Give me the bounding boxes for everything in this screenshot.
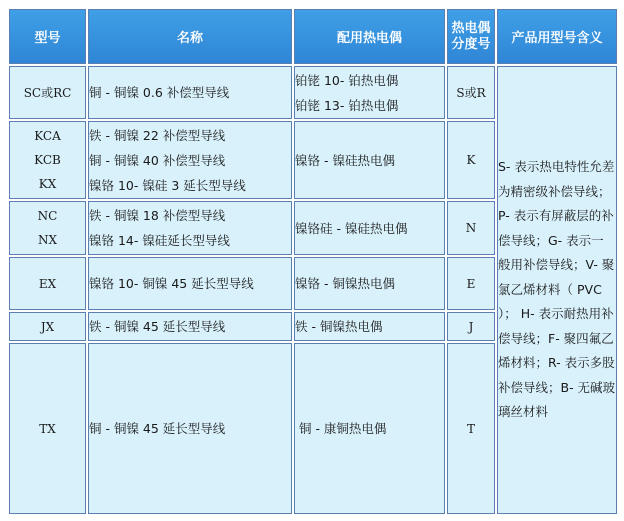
model-code: KCA [34, 129, 61, 143]
thermocouple-name: 铂铑 10- 铂热电偶 [295, 72, 399, 88]
cell-division: K [447, 121, 495, 199]
wire-name: 镍铬 10- 铜镍 45 延长型导线 [89, 276, 254, 291]
spec-table-container [7, 7, 617, 514]
header-division [447, 9, 495, 64]
cell-name [88, 121, 292, 199]
cell-name [88, 66, 292, 119]
model-code: TX [39, 421, 56, 436]
wire-name: 铁 - 铜镍 45 延长型导线 [89, 319, 226, 334]
model-code: NX [37, 233, 58, 247]
thermocouple-name: 镍铬硅 - 镍硅热电偶 [295, 220, 408, 236]
cell-model [9, 201, 86, 255]
cell-thermocouple [294, 257, 445, 310]
cell-model [9, 343, 86, 514]
thermocouple-name: 镍铬 - 镍硅热电偶 [295, 152, 395, 168]
model-code: JX [40, 319, 55, 334]
thermocouple-name: 铁 - 铜镍热电偶 [295, 319, 383, 334]
wire-name: 铜 - 铜镍 45 延长型导线 [89, 421, 226, 436]
model-code: SC或RC [23, 85, 72, 100]
header-meaning: 产品用型号含义 [497, 9, 617, 64]
cell-division: S或R [447, 66, 495, 119]
cell-meaning: S- 表示热电特性允差为精密级补偿导线；P- 表示有屏蔽层的补偿导线；G- 表示一般用补偿导线；V- 聚氯乙烯材料（ PVC ）； H- 表示耐热用补偿导线；F- 聚四氟乙烯材料；R- 表示多股补偿导线；B- 无碱玻璃丝材料 [497, 66, 617, 514]
wire-name: 镍铬 10- 镍硅 3 延长型导线 [89, 177, 246, 193]
wire-name: 铁 - 铜镍 22 补偿型导线 [89, 127, 226, 143]
wire-name: 铜 - 铜镍 40 补偿型导线 [89, 152, 226, 168]
cell-name [88, 257, 292, 310]
thermocouple-name: 铂铑 13- 铂热电偶 [295, 97, 399, 113]
compensation-wire-table [7, 7, 619, 516]
cell-thermocouple [294, 201, 445, 255]
cell-division: J [447, 312, 495, 341]
model-code: KX [38, 177, 57, 191]
thermocouple-name: 铜 - 康铜热电偶 [295, 421, 387, 436]
cell-thermocouple [294, 121, 445, 199]
cell-name [88, 343, 292, 514]
model-code: NC [37, 209, 58, 223]
header-division-line1: 热电偶 [451, 20, 491, 36]
wire-name: 铜 - 铜镍 0.6 补偿型导线 [89, 85, 230, 100]
cell-division: E [447, 257, 495, 310]
model-code: KCB [34, 153, 61, 167]
cell-thermocouple [294, 343, 445, 514]
cell-name [88, 201, 292, 255]
wire-name: 铁 - 铜镍 18 补偿型导线 [89, 208, 226, 223]
cell-division: T [447, 343, 495, 514]
thermocouple-name: 镍铬 - 铜镍热电偶 [295, 276, 395, 291]
model-code: EX [38, 276, 57, 291]
header-thermocouple: 配用热电偶 [294, 9, 445, 64]
cell-thermocouple [294, 312, 445, 341]
cell-thermocouple [294, 66, 445, 119]
cell-model [9, 121, 86, 199]
cell-name [88, 312, 292, 341]
header-name: 名称 [88, 9, 292, 64]
cell-model [9, 257, 86, 310]
table-row [9, 66, 617, 119]
header-model: 型号 [9, 9, 86, 64]
cell-model [9, 312, 86, 341]
cell-division: N [447, 201, 495, 255]
cell-model [9, 66, 86, 119]
wire-name: 镍铬 14- 镍硅延长型导线 [89, 233, 230, 248]
header-division-line2: 分度号 [451, 36, 491, 52]
header-row [9, 9, 617, 64]
